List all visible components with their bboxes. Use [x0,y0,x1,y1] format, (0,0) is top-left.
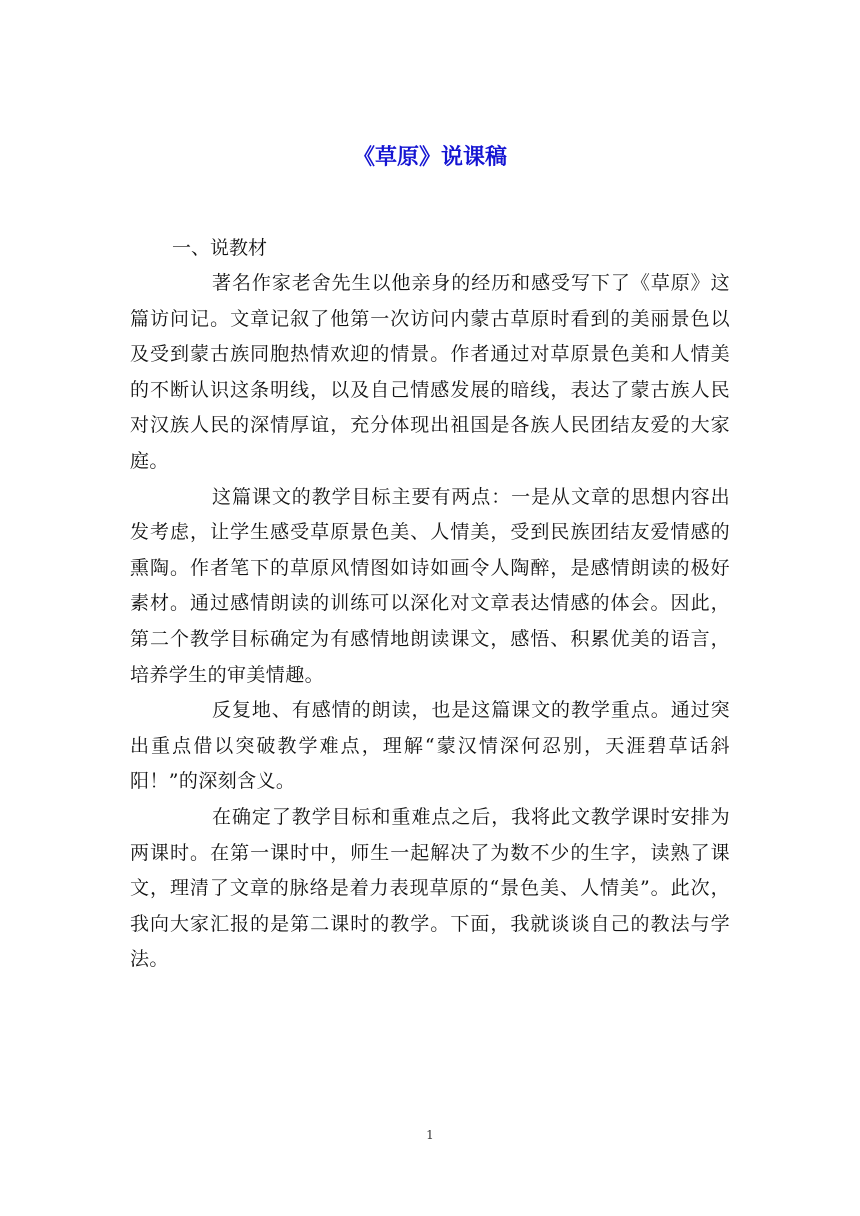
paragraph-intro: 著名作家老舍先生以他亲身的经历和感受写下了《草原》这篇访问记。文章记叙了他第一次访问内蒙古草原时看到的美丽景色以及受到蒙古族同胞热情欢迎的情景。作者通过对草原景色美和人情美的不断认识这条明线，以及自己情感发展的暗线，表达了蒙古族人民对汉族人民的深情厚谊，充分体现出祖国是各族人民团结友爱的大家庭。 [130,272,730,472]
document-body [130,230,730,978]
paragraph-key-points: 反复地、有感情的朗读，也是这篇课文的教学重点。通过突出重点借以突破教学难点，理解“蒙汉情深何忍别，天涯碧草话斜阳！”的深刻含义。 [130,699,730,793]
document-title: 《草原》说课稿 [352,145,507,170]
paragraph-lesson-plan: 在确定了教学目标和重难点之后，我将此文教学课时安排为两课时。在第一课时中，师生一起解决了为数不少的生字，读熟了课文，理清了文章的脉络是着力表现草原的“景色美、人情美”。此次，我向大家汇报的是第二课时的教学。下面，我就谈谈自己的教法与学法。 [130,805,730,971]
page-number: 1 [426,1128,434,1142]
section-heading: 一、说教材 [172,237,268,259]
paragraph-teaching-goals: 这篇课文的教学目标主要有两点：一是从文章的思想内容出发考虑，让学生感受草原景色美、人情美，受到民族团结友爱情感的熏陶。作者笔下的草原风情图如诗如画令人陶醉，是感情朗读的极好素材。通过感情朗读的训练可以深化对文章表达情感的体会。因此，第二个教学目标确定为有感情地朗读课文，感悟、积累优美的语言，培养学生的审美情趣。 [130,485,730,686]
